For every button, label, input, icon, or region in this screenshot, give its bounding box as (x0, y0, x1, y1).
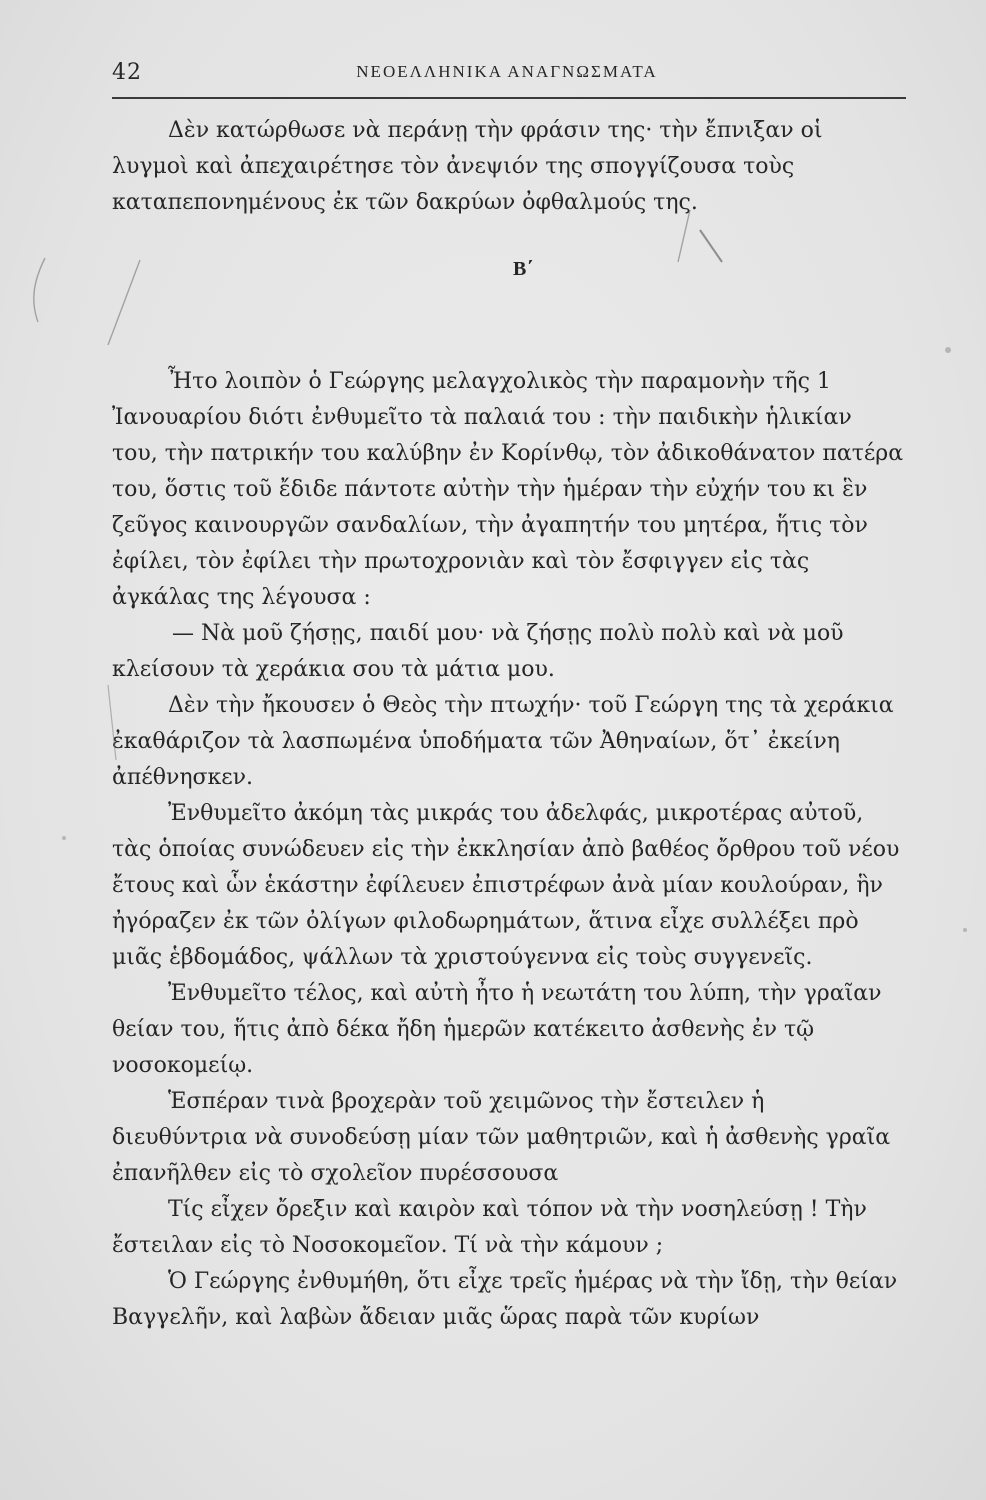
running-title: ΝΕΟΕΛΛΗΝΙΚΑ ΑΝΑΓΝΩΣΜΑΤΑ (356, 62, 658, 81)
paragraph-6: Ἑσπέραν τινὰ βροχερὰν τοῦ χειμῶνος τὴν ἔστειλεν ἡ διευθύντρια νὰ συνοδεύσῃ μίαν τῶν μαθητριῶν, καὶ ἡ ἀσθενὴς γραῖα ἐπανῆλθεν εἰς τὸ σχολεῖον πυρέσσουσα (112, 1089, 891, 1186)
paragraph-3: Δὲν τὴν ἤκουσεν ὁ Θεὸς τὴν πτωχήν· τοῦ Γεώργη της τὰ χεράκια ἐκαθάριζον τὰ λασπωμένα ὑποδήματα τῶν Ἀθηναίων, ὅτ᾽ ἐκείνη ἀπέθνησκεν. (112, 693, 894, 790)
paragraph-dialogue: — Νὰ μοῦ ζήσῃς, παιδί μου· νὰ ζήσῃς πολὺ πολὺ καὶ νὰ μοῦ κλείσουν τὰ χεράκια σου τὰ μάτια μου. (112, 621, 844, 682)
paper-speck (62, 836, 66, 840)
header-rule (112, 97, 906, 99)
paragraph-4: Ἐνθυμεῖτο ἀκόμη τὰς μικράς του ἀδελφάς, μικροτέρας αὐτοῦ, τὰς ὁποίας συνώδευεν εἰς τὴν ἐκκλησίαν ἀπὸ βαθέος ὄρθρου τοῦ νέου ἔτους καὶ ὧν ἑκάστην ἐφίλευεν ἐπιστρέφων ἀνὰ μίαν κουλούραν, ἣν ἠγόραζεν ἐκ τῶν ὀλίγων φιλοδωρημάτων, ἅτινα εἶχε συλλέξει πρὸ μιᾶς ἑβδομάδος, ψάλλων τὰ χριστούγεννα εἰς τοὺς συγγενεῖς. (112, 801, 900, 970)
paragraph-5: Ἐνθυμεῖτο τέλος, καὶ αὐτὴ ἦτο ἡ νεωτάτη του λύπη, τὴν γραῖαν θείαν του, ἥτις ἀπὸ δέκα ἤδη ἡμερῶν κατέκειτο ἀσθενὴς ἐν τῷ νοσοκομείῳ. (112, 981, 882, 1078)
section-heading: Β΄ (513, 258, 533, 280)
paragraph-1: Ἦτο λοιπὸν ὁ Γεώργης μελαγχολικὸς τὴν παραμονὴν τῆς 1 Ἰανουαρίου διότι ἐνθυμεῖτο τὰ παλαιά του : τὴν παιδικὴν ἡλικίαν του, τὴν πατρικήν του καλύβην ἐν Κορίνθῳ, τὸν ἀδικοθάνατον πατέρα του, ὅστις τοῦ ἔδιδε πάντοτε αὐτὴν τὴν ἡμέραν τὴν εὐχήν του κι ἓν ζεῦγος καινουργῶν σανδαλίων, τὴν ἀγαπητήν του μητέρα, ἥτις τὸν ἐφίλει, τὸν ἐφίλει τὴν πρωτοχρονιὰν καὶ τὸν ἔσφιγγεν εἰς τὰς ἀγκάλας της λέγουσα : (112, 369, 904, 610)
page-number: 42 (112, 60, 142, 85)
paper-speck (963, 928, 967, 932)
page-header (112, 60, 902, 90)
paragraph-8: Ὁ Γεώργης ἐνθυμήθη, ὅτι εἶχε τρεῖς ἡμέρας νὰ τὴν ἴδῃ, τὴν θείαν Βαγγελῆν, καὶ λαβὼν ἄδειαν μιᾶς ὥρας παρὰ τῶν κυρίων (112, 1269, 898, 1330)
paragraph-opening: Δὲν κατώρθωσε νὰ περάνῃ τὴν φράσιν της· τὴν ἔπνιξαν οἱ λυγμοὶ καὶ ἀπεχαιρέτησε τὸν ἀνεψιόν της σπογγίζουσα τοὺς καταπεπονημένους ἐκ τῶν δακρύων ὀφθαλμούς της. (112, 118, 823, 215)
paper-speck (945, 347, 951, 353)
paragraph-7: Τίς εἶχεν ὄρεξιν καὶ καιρὸν καὶ τόπον νὰ τὴν νοσηλεύσῃ ! Τὴν ἔστειλαν εἰς τὸ Νοσοκομεῖον. Τί νὰ τὴν κάμουν ; (112, 1197, 867, 1258)
body-text (112, 113, 904, 1336)
pencil-stroke-left (34, 258, 45, 322)
